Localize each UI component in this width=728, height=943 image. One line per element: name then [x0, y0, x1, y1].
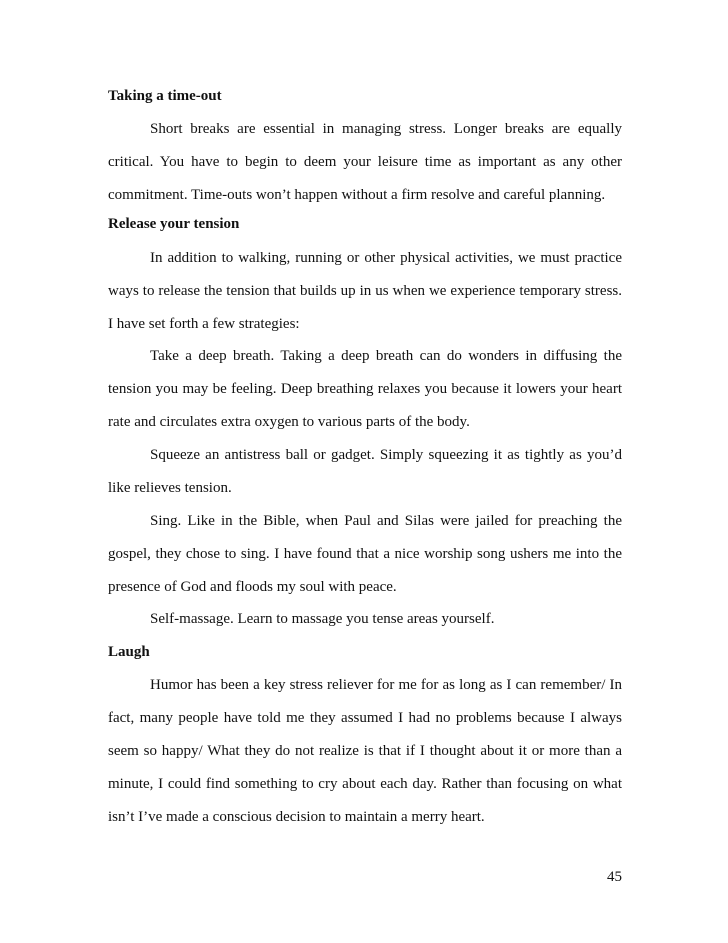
paragraph-self-massage: Self-massage. Learn to massage you tense areas yourself.	[150, 611, 495, 627]
paragraph-deep-breath: Take a deep breath. Taking a deep breath can do wonders in diffusing the tension you may be feeling. Deep breathing relaxes you because it lowers your heart rate and circulates extra oxygen to various parts of the body.	[108, 348, 622, 430]
paragraph-short-breaks: Short breaks are essential in managing stress. Longer breaks are equally critical. You have to begin to deem your leisure time as important as any other commitment. Time-outs won’t happen without a firm resolve and careful planning.	[108, 121, 622, 203]
section-heading-release-tension: Release your tension	[108, 216, 240, 232]
paragraph-sing: Sing. Like in the Bible, when Paul and Silas were jailed for preaching the gospel, they chose to sing. I have found that a nice worship song ushers me into the presence of God and floods my soul with peace.	[108, 513, 622, 595]
paragraph-antistress-ball: Squeeze an antistress ball or gadget. Simply squeezing it as tightly as you’d like relieves tension.	[108, 447, 622, 496]
section-heading-time-out: Taking a time-out	[108, 88, 222, 104]
page-number: 45	[607, 869, 622, 885]
paragraph-humor: Humor has been a key stress reliever for me for as long as I can remember/ In fact, many people have told me they assumed I had no problems because I always seem so happy/ What they do not realize is that if I thought about it or more than a minute, I could find something to cry about each day. Rather than focusing on what isn’t I’ve made a conscious decision to maintain a merry heart.	[108, 677, 622, 825]
paragraph-release-intro: In addition to walking, running or other physical activities, we must practice ways to release the tension that builds up in us when we experience temporary stress. I have set forth a few strategies:	[108, 250, 622, 332]
section-heading-laugh: Laugh	[108, 644, 150, 660]
